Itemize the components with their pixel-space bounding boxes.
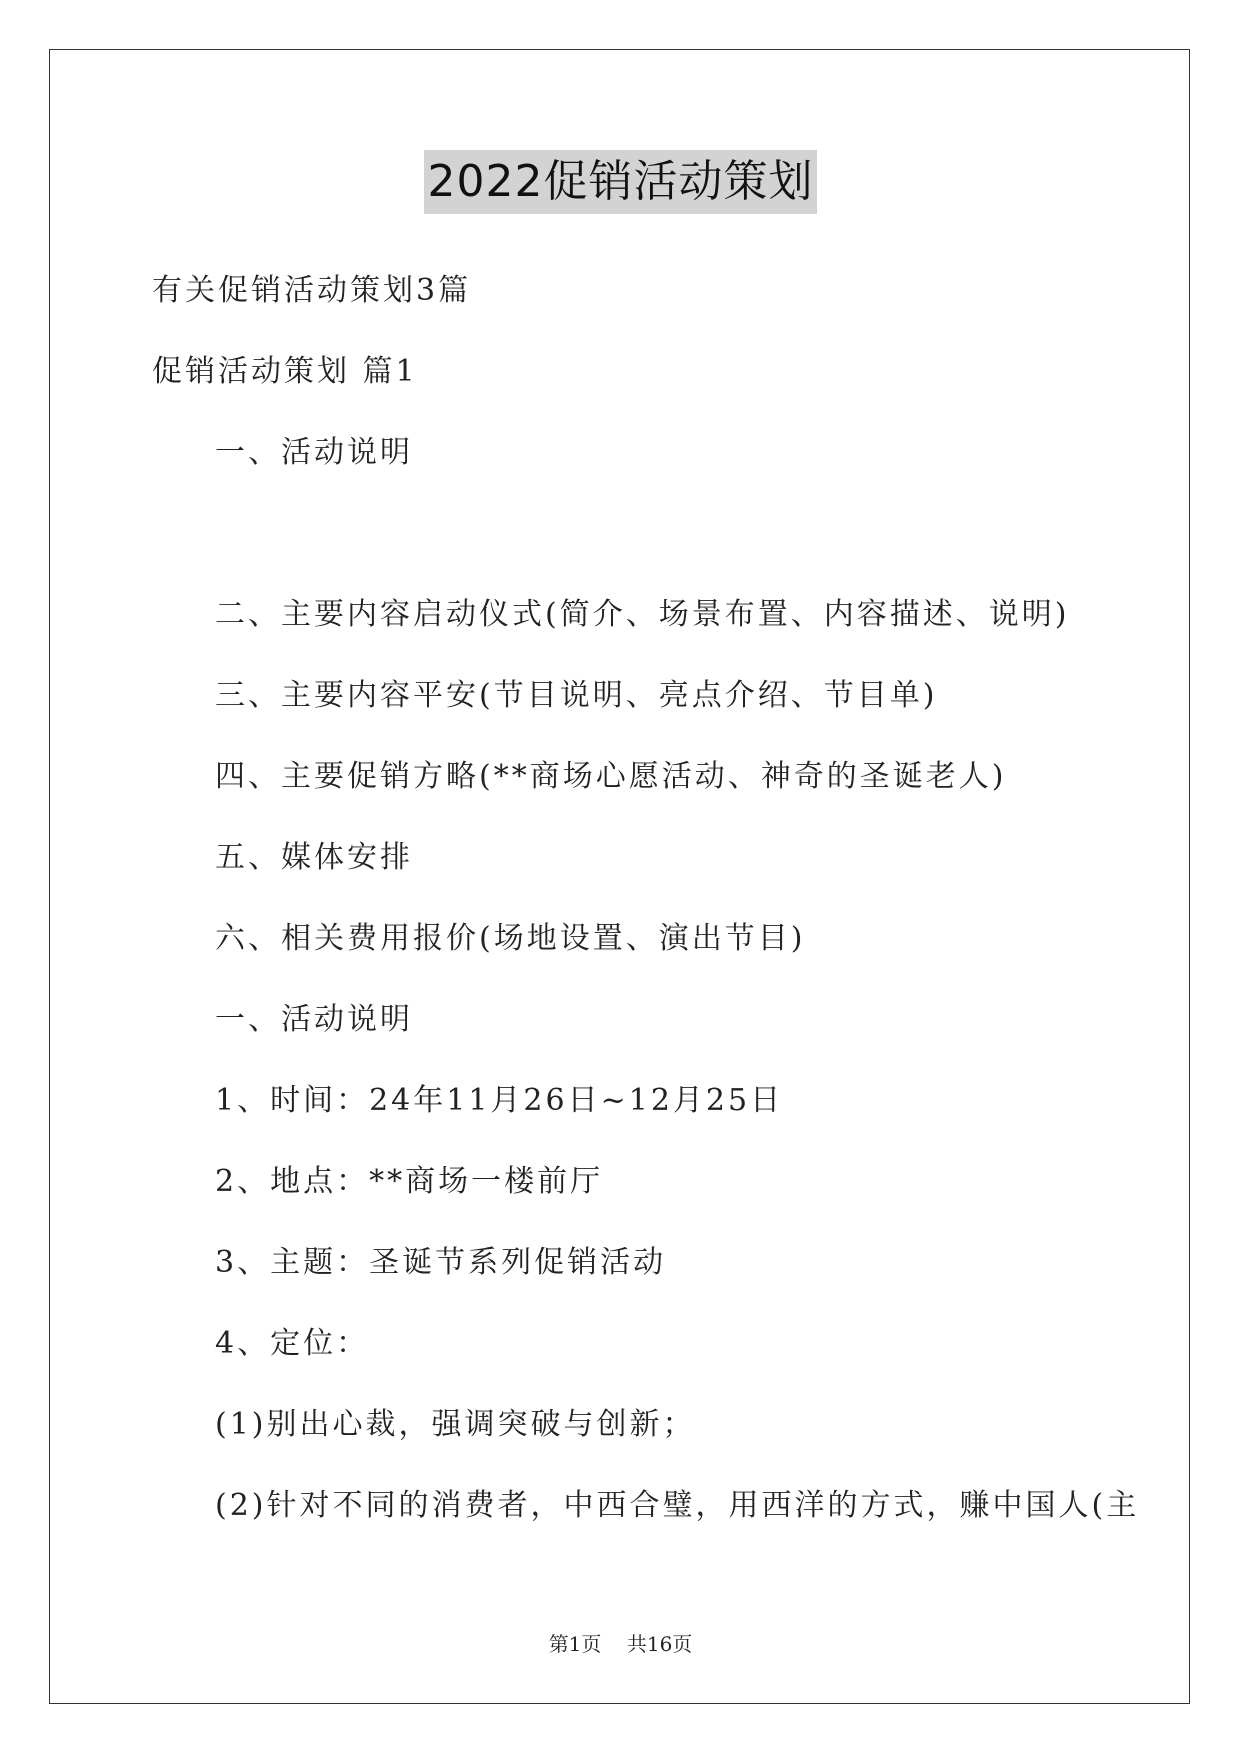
detail-item: (1)别出心裁，强调突破与创新；: [215, 1407, 696, 1442]
outline-item: 三、主要内容平安(节目说明、亮点介绍、节目单): [215, 678, 938, 713]
outline-item: 二、主要内容启动仪式(简介、场景布置、内容描述、说明): [215, 597, 1070, 632]
intro-line: 有关促销活动策划3篇: [152, 273, 472, 308]
outline-item: 四、主要促销方略(**商场心愿活动、神奇的圣诞老人): [215, 759, 1007, 794]
outline-item: 五、媒体安排: [215, 840, 413, 875]
document-title: 2022促销活动策划: [424, 150, 818, 214]
detail-item: 4、定位：: [215, 1326, 370, 1361]
detail-item: 2、地点：**商场一楼前厅: [215, 1164, 604, 1199]
detail-item: 3、主题：圣诞节系列促销活动: [215, 1245, 667, 1280]
section-heading: 促销活动策划 篇1: [152, 354, 418, 389]
outline-item: 一、活动说明: [215, 435, 413, 470]
outline-item: 六、相关费用报价(场地设置、演出节目): [215, 921, 806, 956]
page-footer: 第1页 共16页: [548, 1632, 693, 1656]
detail-item: 1、时间：24年11月26日~12月25日: [215, 1083, 784, 1118]
subsection-heading: 一、活动说明: [215, 1002, 413, 1037]
detail-item: (2)针对不同的消费者，中西合璧，用西洋的方式，赚中国人(主: [215, 1488, 1140, 1523]
title-wrap: [0, 150, 1241, 214]
